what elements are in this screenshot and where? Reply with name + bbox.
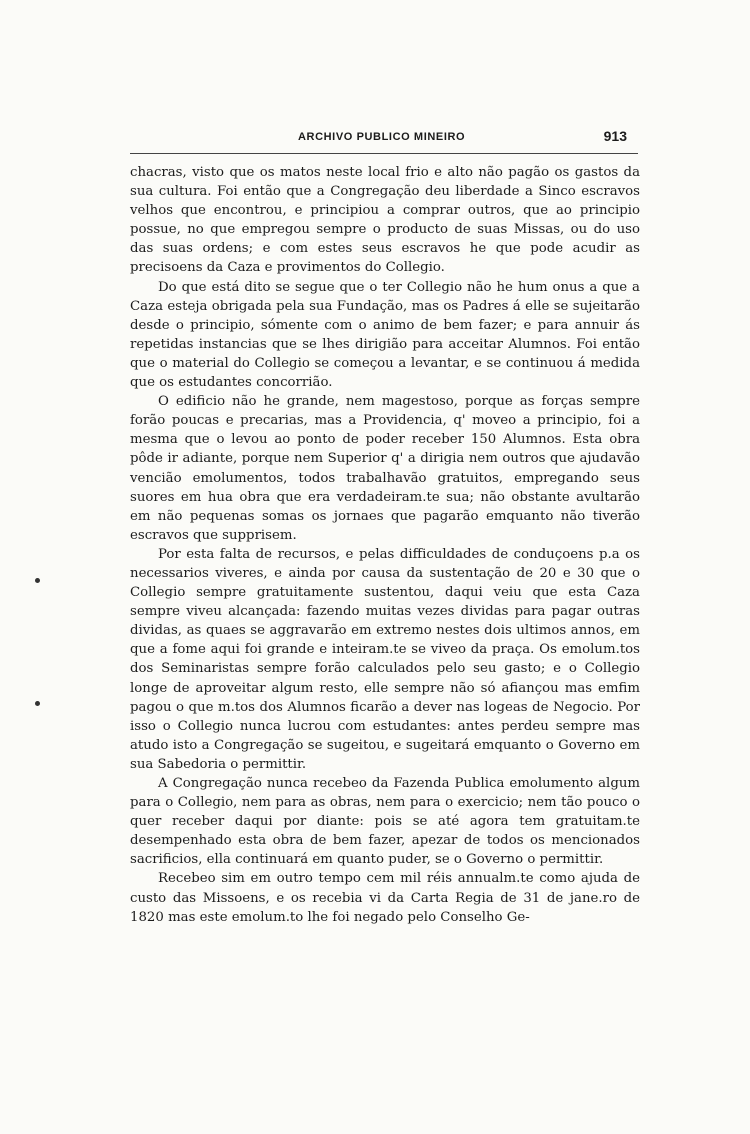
paragraph: Por esta falta de recursos, e pelas difficuldades de conduçoens p.a os necessarios viveres, e ainda por causa da sustentação de 20 e 30 que o Collegio sempre gratuitamente sustentou, daqui veiu que esta Caza sempre viveu alcançada: fazendo muitas vezes dividas para pagar outras dividas, as quaes se aggravarão em extremo nestes dois ultimos annos, em que a fome aqui foi grande e inteiram.te se viveo da praça. Os emolum.tos dos Seminaristas sempre forão calculados pelo seu gasto; e o Collegio longe de aproveitar algum resto, elle sempre não só afiançou mas emfim pagou o que m.tos dos Alumnos ficarão a dever nas logeas de Negocio. Por isso o Collegio nunca lucrou com estudantes: antes perdeu sempre mas atudo isto a Congregação se sugeitou, e sugeitará emquanto o Governo em sua Sabedoria o permittir. (130, 546, 640, 772)
paragraph: chacras, visto que os matos neste local frio e alto não pagão os gastos da sua cultura. Foi então que a Congregação deu liberdade a Sinco escravos velhos que encontrou, e principiou a comprar outros, que ao principio possue, no que empregou sempre o producto de suas Missas, ou do uso das suas ordens; e com estes seus escravos he que pode acudir as precisoens da Caza e provimentos do Collegio. (130, 165, 640, 276)
paragraph: A Congregação nunca recebeo da Fazenda Publica emolumento algum para o Collegio, nem para as obras, nem para o exercicio; nem tão pouco o quer receber daqui por diante: pois se até agora tem gratuitam.te desempenhado esta obra de bem fazer, apezar de todos os mencionados sacrificios, ella continuará em quanto puder, se o Governo o permittir. (130, 776, 640, 868)
paragraph: O edificio não he grande, nem magestoso, porque as forças sempre forão poucas e precarias, mas a Providencia, q' moveo a principio, foi a mesma que o levou ao ponto de poder receber 150 Alumnos. Esta obra pôde ir adiante, porque nem Superior q' a dirigia nem outros que ajudavão vencião emolumentos, todos trabalhavão gratuitos, empregando seus suores em hua obra que era verdadeiram.te sua; não obstante avultarão em não pequenas somas os jornaes que pagarão emquanto não tiverão escravos que supprisem. (130, 394, 640, 543)
paragraph: Do que está dito se segue que o ter Collegio não he hum onus a que a Caza esteja obrigada pela sua Fundação, mas os Padres á elle se sujeitarão desde o principio, sómente com o animo de bem fazer; e para annuir ás repetidas instancias que se lhes dirigião para acceitar Alumnos. Foi então que o material do Collegio se começou a levantar, e se continuou á medida que os estudantes concorrião. (130, 279, 640, 391)
header-rule (130, 153, 638, 154)
page-number: 913 (603, 128, 627, 144)
body-text (130, 163, 640, 927)
paragraph: Recebeo sim em outro tempo cem mil réis annualm.te como ajuda de custo das Missoens, e os recebia vi da Carta Regia de 31 de jane.ro de 1820 mas este emolum.to lhe foi negado pelo Conselho Ge- (130, 871, 640, 925)
page-header (130, 125, 635, 151)
margin-dot (35, 578, 40, 583)
running-head: ARCHIVO PUBLICO MINEIRO (298, 131, 466, 143)
margin-dot (35, 701, 40, 706)
